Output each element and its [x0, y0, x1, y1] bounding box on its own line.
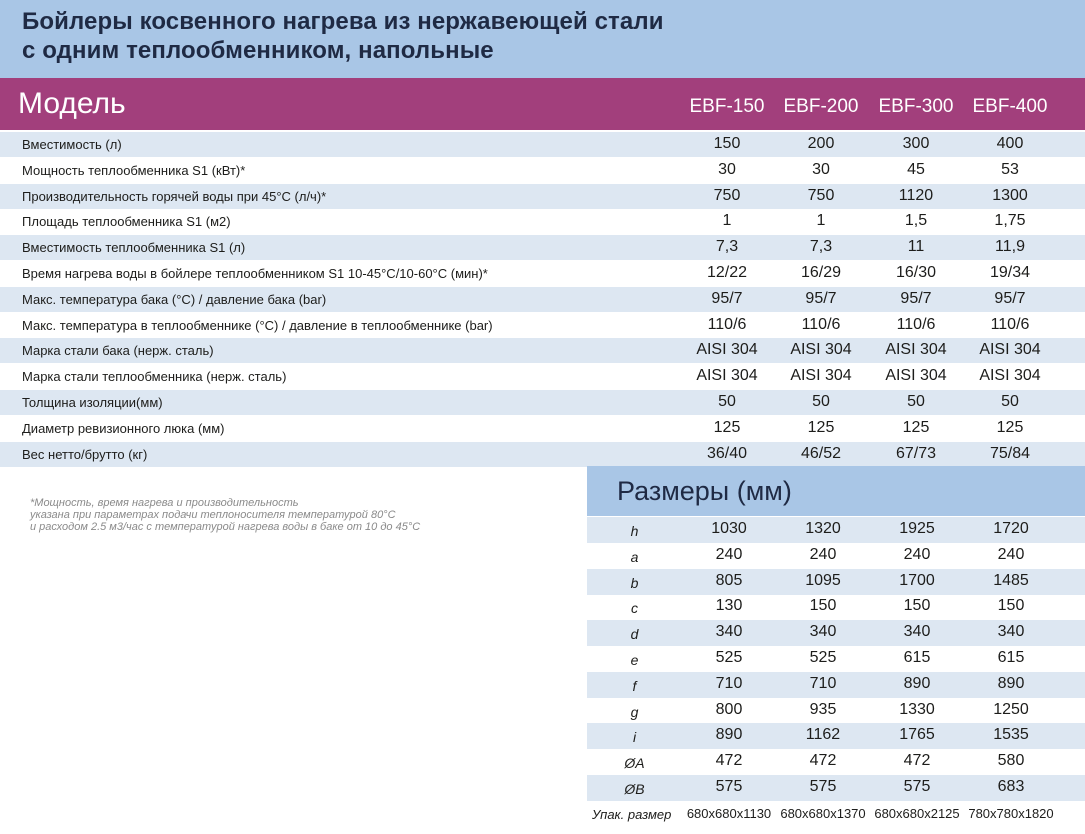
size-value: 805 [715, 571, 743, 589]
size-value: 340 [997, 623, 1025, 641]
size-value: 890 [903, 674, 931, 692]
spec-row [0, 235, 1085, 260]
spec-row [0, 132, 1085, 157]
size-value: 1250 [993, 700, 1029, 718]
sizes-header [587, 466, 1085, 516]
size-row [587, 517, 1085, 543]
spec-value: AISI 304 [696, 341, 758, 359]
model-column-1: EBF-150 [689, 96, 765, 117]
size-value: 575 [903, 778, 931, 795]
spec-value: AISI 304 [979, 341, 1041, 359]
spec-value: 1 [722, 212, 732, 230]
spec-value: 1120 [898, 186, 934, 204]
spec-value: AISI 304 [790, 341, 852, 359]
spec-value: 110/6 [990, 315, 1030, 333]
size-value: 580 [997, 752, 1025, 770]
size-value: 150 [903, 597, 931, 615]
size-row [587, 698, 1085, 724]
size-row [587, 569, 1085, 595]
spec-row [0, 287, 1085, 312]
model-header-bar [0, 78, 1085, 130]
size-label: b [630, 574, 639, 591]
spec-value: 400 [996, 135, 1024, 152]
spec-value: 1,75 [994, 212, 1026, 230]
model-label: Модель [18, 87, 126, 120]
size-label: h [630, 523, 639, 539]
spec-value: 19/34 [989, 264, 1031, 281]
spec-value: AISI 304 [885, 341, 947, 359]
size-row [587, 646, 1085, 672]
size-value: 1485 [993, 571, 1029, 589]
spec-value: 16/29 [800, 264, 842, 281]
spec-row [0, 261, 1085, 286]
size-value: 1720 [993, 520, 1029, 537]
size-value: 1162 [805, 726, 841, 744]
size-row [587, 543, 1085, 569]
spec-row [0, 184, 1085, 209]
size-value: 890 [715, 726, 743, 744]
spec-value: 110/6 [801, 315, 841, 333]
spec-label: Вместимость теплообменника S1 (л) [22, 240, 246, 256]
size-value: 240 [903, 545, 931, 563]
size-value: 1765 [899, 726, 935, 744]
spec-value: 67/73 [895, 444, 937, 462]
size-row [587, 749, 1085, 775]
spec-row [0, 416, 1085, 441]
spec-value: 200 [807, 135, 835, 152]
spec-value: 125 [713, 418, 741, 436]
spec-value: 125 [902, 418, 930, 436]
pack-size-cell: 680x680x1370 [780, 806, 866, 821]
footnote-line: указана при параметрах подачи теплоносителя температурой 80°С [30, 509, 396, 521]
spec-value: 150 [713, 135, 741, 152]
size-value: 683 [997, 778, 1025, 795]
spec-value: 16/30 [895, 264, 937, 281]
spec-value: 50 [812, 393, 830, 410]
spec-label: Мощность теплообменника S1 (кВт)* [22, 162, 246, 178]
size-value: 1535 [993, 726, 1029, 744]
spec-value: 125 [807, 418, 835, 436]
spec-row [0, 390, 1085, 415]
size-value: 890 [997, 674, 1025, 692]
spec-label: Марка стали бака (нерж. сталь) [22, 343, 214, 359]
spec-value: AISI 304 [696, 367, 758, 385]
spec-label: Вместимость (л) [22, 137, 122, 152]
sizes-title: Размеры (мм) [617, 476, 792, 506]
spec-value: 46/52 [800, 444, 842, 462]
spec-value: 95/7 [900, 289, 932, 307]
size-row [587, 775, 1085, 801]
spec-label: Макс. температура бака (°С) / давление бака (bar) [22, 291, 327, 307]
spec-value: 125 [996, 418, 1024, 436]
spec-label: Диаметр ревизионного люка (мм) [22, 420, 225, 436]
pack-size-label: Упак. размер [592, 807, 672, 822]
size-value: 800 [715, 700, 743, 718]
pack-size-cell: 680x680x1130 [686, 806, 772, 821]
footnote [30, 497, 420, 533]
spec-label: Вес нетто/брутто (кг) [22, 446, 148, 462]
size-value: 340 [715, 623, 743, 641]
spec-value: 53 [1001, 160, 1019, 178]
spec-value: 50 [1001, 393, 1019, 410]
spec-value: AISI 304 [979, 367, 1041, 385]
size-value: 472 [715, 752, 743, 770]
size-value: 340 [809, 623, 837, 641]
spec-value: 110/6 [707, 315, 747, 333]
spec-value: 50 [718, 393, 736, 410]
size-value: 130 [715, 597, 743, 615]
size-row [587, 620, 1085, 646]
size-label: ØA [624, 755, 645, 772]
size-value: 150 [997, 597, 1025, 615]
size-label: g [630, 703, 639, 720]
spec-value: 36/40 [706, 444, 748, 462]
spec-row [0, 364, 1085, 389]
size-value: 1320 [805, 520, 841, 537]
spec-value: 750 [807, 186, 835, 204]
size-value: 240 [715, 545, 743, 563]
spec-row [0, 338, 1085, 363]
spec-value: 95/7 [711, 289, 743, 307]
spec-value: AISI 304 [790, 367, 852, 385]
size-label: e [630, 652, 639, 668]
size-value: 1330 [899, 700, 935, 718]
model-column-3: EBF-300 [878, 96, 954, 117]
size-value: 615 [903, 649, 931, 666]
size-value: 340 [903, 623, 931, 641]
spec-value: 1,5 [904, 212, 928, 230]
pack-size-row [587, 800, 1085, 826]
spec-row [0, 209, 1085, 234]
page-title-line-1: Бойлеры косвенного нагрева из нержавеющей стали [22, 8, 664, 35]
model-column-4: EBF-400 [972, 96, 1048, 117]
size-value: 935 [809, 700, 837, 718]
spec-row [0, 158, 1085, 183]
size-value: 575 [809, 778, 837, 795]
spec-value: 95/7 [805, 289, 837, 307]
spec-label: Время нагрева воды в бойлере теплообменником S1 10-45°С/10-60°С (мин)* [22, 266, 488, 281]
spec-label: Толщина изоляции(мм) [22, 395, 163, 410]
size-value: 710 [715, 674, 743, 692]
footnote-line: и расходом 2.5 м3/час с температурой нагрева воды в баке от 10 до 45°С [30, 521, 421, 533]
spec-value: 1 [816, 212, 826, 230]
spec-value: 7,3 [715, 238, 739, 256]
size-row [587, 672, 1085, 698]
size-value: 1030 [711, 520, 747, 537]
size-label: ØB [624, 781, 645, 797]
spec-value: 50 [907, 393, 925, 410]
size-value: 710 [809, 674, 837, 692]
spec-value: AISI 304 [885, 367, 947, 385]
spec-label: Марка стали теплообменника (нерж. сталь) [22, 369, 287, 385]
size-value: 615 [997, 649, 1025, 666]
size-value: 1925 [899, 520, 935, 537]
size-row [587, 594, 1085, 620]
size-row [587, 723, 1085, 749]
spec-value: 30 [718, 160, 736, 178]
spec-value: 300 [902, 135, 930, 152]
page-title-line-2: с одним теплообменником, напольные [22, 37, 494, 64]
size-label: c [631, 600, 638, 617]
size-value: 525 [809, 649, 837, 666]
spec-value: 30 [812, 160, 830, 178]
spec-row [0, 313, 1085, 338]
footnote-line: *Мощность, время нагрева и производительность [30, 497, 299, 509]
size-label: a [630, 548, 639, 565]
size-label: i [632, 729, 637, 746]
spec-label: Макс. температура в теплообменнике (°С) / давление в теплообменнике (bar) [22, 317, 493, 333]
spec-value: 11 [907, 238, 925, 256]
spec-value: 95/7 [994, 289, 1026, 307]
size-value: 525 [715, 649, 743, 666]
size-value: 240 [809, 545, 837, 563]
spec-value: 12/22 [706, 264, 748, 281]
spec-label: Площадь теплообменника S1 (м2) [22, 214, 231, 230]
size-value: 472 [809, 752, 837, 770]
pack-size-cell: 780x780x1820 [968, 806, 1054, 821]
size-label: d [630, 626, 639, 643]
size-value: 240 [997, 545, 1025, 563]
size-value: 1095 [805, 571, 841, 589]
spec-label: Производительность горячей воды при 45°С (л/ч)* [22, 188, 327, 204]
size-value: 150 [809, 597, 837, 615]
spec-value: 1300 [992, 186, 1028, 204]
spec-value: 11,9 [995, 238, 1025, 256]
size-value: 575 [715, 778, 743, 795]
title-band [0, 0, 1085, 78]
spec-value: 110/6 [896, 315, 936, 333]
size-value: 472 [903, 752, 931, 770]
spec-value: 45 [907, 160, 925, 178]
pack-size-cell: 680x680x2125 [874, 806, 960, 821]
spec-value: 7,3 [809, 238, 833, 256]
size-value: 1700 [899, 571, 935, 589]
spec-value: 750 [713, 186, 741, 204]
spec-row [0, 442, 1085, 467]
model-column-2: EBF-200 [783, 96, 859, 117]
spec-value: 75/84 [989, 444, 1031, 462]
size-label: f [632, 677, 637, 694]
